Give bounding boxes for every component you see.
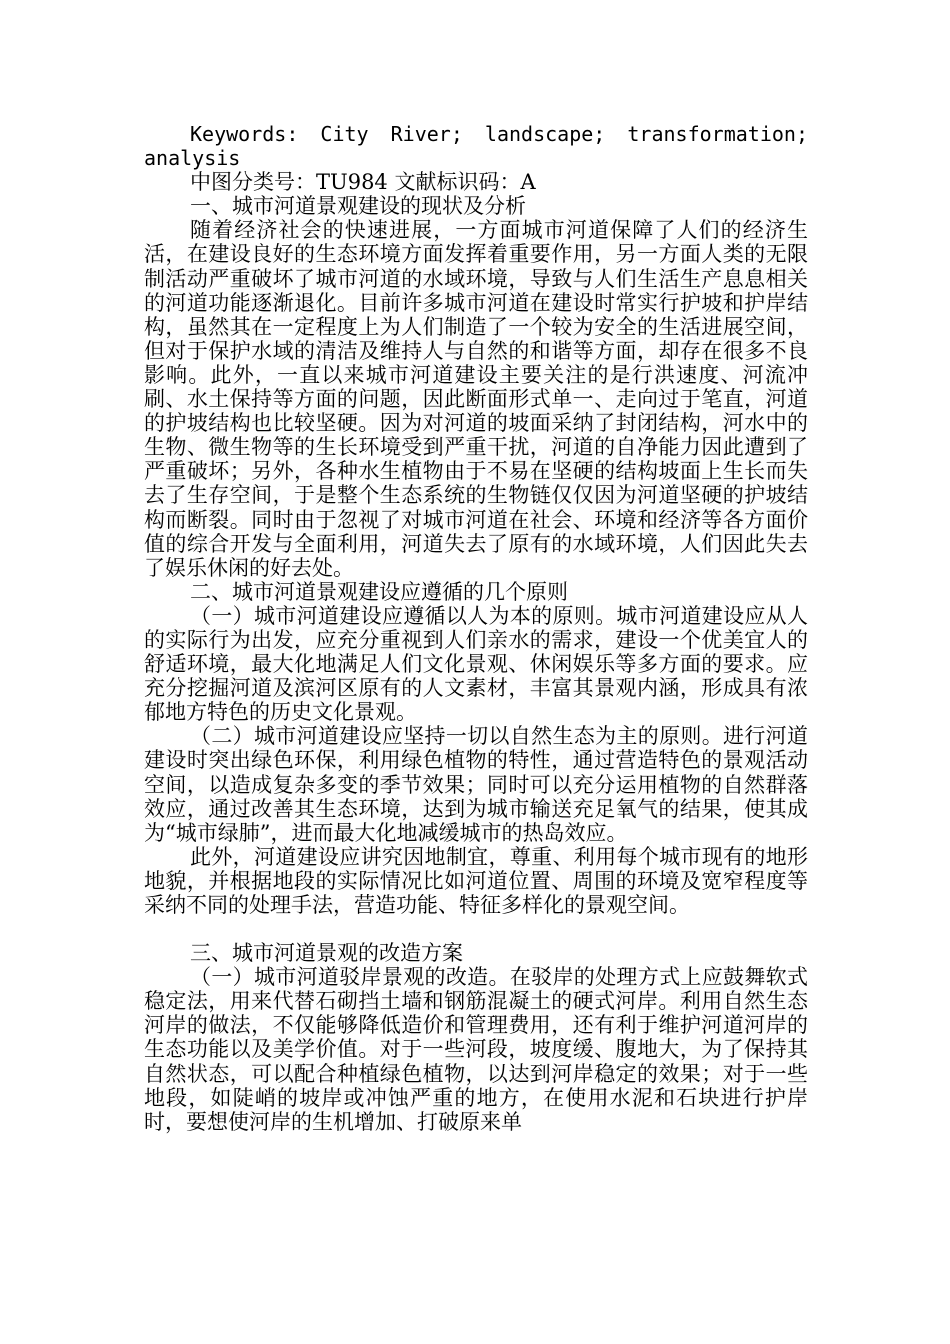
section-2-paragraph-3: 此外，河道建设应讲究因地制宜，尊重、利用每个城市现有的地形地貌，并根据地段的实际情况比如河道位置、周围的环境及宽窄程度等采纳不同的处理手法，营造功能、特征多样化的景观空间。 (144, 844, 808, 917)
section-1-heading: 一、城市河道景观建设的现状及分析 (190, 194, 526, 219)
keywords-line: Keywords: City River; landscape; transformation; analysis (144, 122, 808, 171)
document-page (144, 122, 808, 1134)
section-3-paragraph-1: （一）城市河道驳岸景观的改造。在驳岸的处理方式上应鼓舞软式稳定法，用来代替石砌挡土墙和钢筋混凝土的硬式河岸。利用自然生态河岸的做法，不仅能够降低造价和管理费用，还有利于维护河道河岸的生态功能以及美学价值。对于一些河段，坡度缓、腹地大，为了保持其自然状态，可以配合种植绿色植物，以达到河岸稳定的效果；对于一些地段，如陡峭的坡岸或冲蚀严重的地方，在使用水泥和石块进行护岸时，要想使河岸的生机增加、打破原来单 (144, 965, 808, 1134)
section-2-heading: 二、城市河道景观建设应遵循的几个原则 (190, 579, 568, 604)
section-3-heading: 三、城市河道景观的改造方案 (190, 941, 463, 966)
classification-line: 中图分类号：TU984 文献标识码：A (190, 170, 536, 195)
section-2-paragraph-2: （二）城市河道建设应坚持一切以自然生态为主的原则。进行河道建设时突出绿色环保，利用绿色植物的特性，通过营造特色的景观活动空间，以造成复杂多变的季节效果；同时可以充分运用植物的自然群落效应，通过改善其生态环境，达到为城市输送充足氧气的结果，使其成为“城市绿肺”，进而最大化地减缓城市的热岛效应。 (144, 724, 808, 845)
section-1-paragraph: 随着经济社会的快速进展，一方面城市河道保障了人们的经济生活，在建设良好的生态环境方面发挥着重要作用，另一方面人类的无限制活动严重破坏了城市河道的水域环境，导致与人们生活生产息息相关的河道功能逐渐退化。目前许多城市河道在建设时常实行护坡和护岸结构，虽然其在一定程度上为人们制造了一个较为安全的生活进展空间，但对于保护水域的清洁及维持人与自然的和谐等方面，却存在很多不良影响。此外，一直以来城市河道建设主要关注的是行洪速度、河流冲刷、水土保持等方面的问题，因此断面形式单一、走向过于笔直，河道的护坡结构也比较坚硬。因为对河道的坡面采纳了封闭结构，河水中的生物、微生物等的生长环境受到严重干扰，河道的自净能力因此遭到了严重破坏；另外，各种水生植物由于不易在坚硬的结构坡面上生长而失去了生存空间，于是整个生态系统的生物链仅仅因为河道坚硬的护坡结构而断裂。同时由于忽视了对城市河道在社会、环境和经济等各方面价值的综合开发与全面利用，河道失去了原有的水域环境，人们因此失去了娱乐休闲的好去处。 (144, 218, 808, 580)
section-2-paragraph-1: （一）城市河道建设应遵循以人为本的原则。城市河道建设应从人的实际行为出发，应充分重视到人们亲水的需求，建设一个优美宜人的舒适环境，最大化地满足人们文化景观、休闲娱乐等多方面的要求。应充分挖掘河道及滨河区原有的人文素材，丰富其景观内涵，形成具有浓郁地方特色的历史文化景观。 (144, 603, 808, 725)
paragraph-spacer (144, 917, 808, 941)
